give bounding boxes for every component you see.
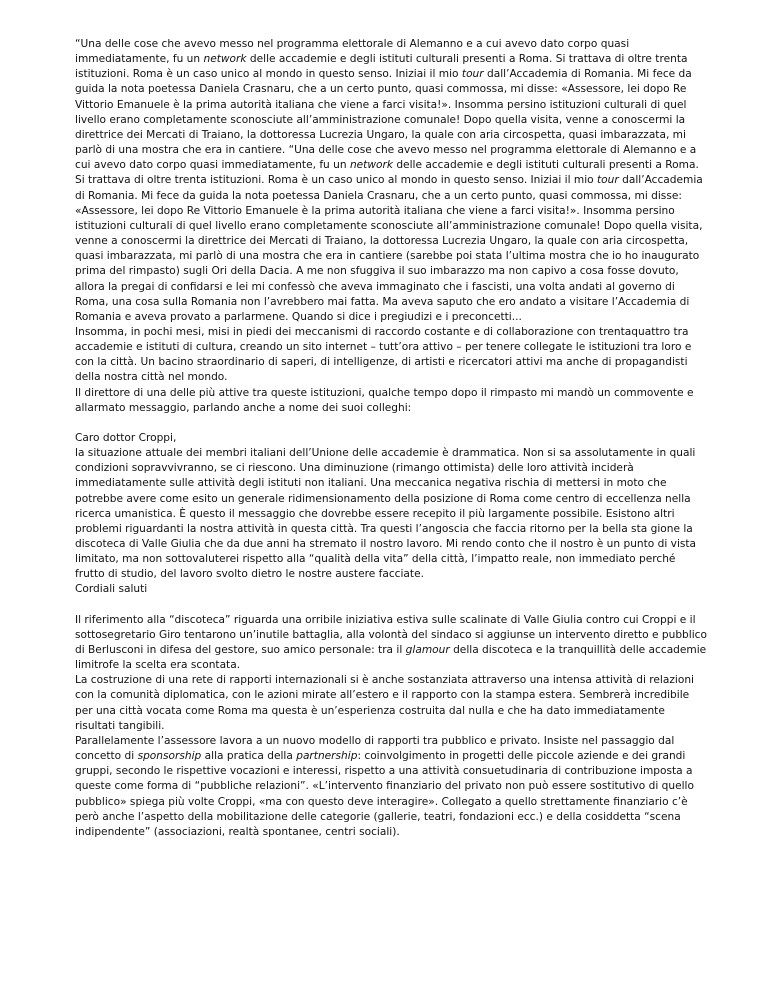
paragraph-director-message-intro: Il direttore di una delle più attive tra queste istituzioni, qualche tempo dopo il rimpasto mi mandò un commovente e allarmato messaggio, parlando anche a nome dei suoi colleghi: <box>75 386 694 414</box>
letter-closing: Cordiali saluti <box>75 583 148 596</box>
paragraph-public-private: Parallelamente l’assessore lavora a un nuovo modello di rapporti tra pubblico e privato. Insiste nel passaggio dal concetto di sponsorship alla pratica della partnership: coinvolgimento in progetti delle piccole aziende e dei grandi gruppi, secondo le rispettive vocazioni e interessi, rispetto a una attività consuetudinaria di contribuzione imposta a queste come forma di “pubbliche relazioni”. «L’intervento finanziario del privato non può essere sostitutivo di quello pubblico» spiega più volte Croppi, «ma con questo deve interagire». Collegato a quello strettamente finanziario c’è però anche l’aspetto della mobilitazione delle categorie (gallerie, teatri, fondazioni ecc.) e della cosiddetta “scena indipendente” (associazioni, realtà spontanee, centri sociali). <box>75 734 694 838</box>
italic-term: tour <box>461 68 484 81</box>
italic-term: tour <box>597 174 619 187</box>
letter-greeting: Caro dottor Croppi, <box>75 431 177 444</box>
italic-term: network <box>203 53 247 66</box>
italic-term: glamour <box>405 643 450 656</box>
paragraph-international-relations: La costruzione di una rete di rapporti internazionali si è anche sostanziata attraverso una intensa attività di relazioni con la comunità diplomatica, con le azioni mirate all’estero e il rapporto con la stampa estera. Sembrerà incredibile per una città vocata come Roma ma questa è un’esperienza costruita dal nulla e che ha dato immediatamente risultati tangibili. <box>75 674 694 732</box>
paragraph-discoteca: Il riferimento alla “discoteca” riguarda una orribile iniziativa estiva sulle scalinate di Valle Giulia contro cui Croppi e il sottosegretario Giro tentarono un’inutile battaglia, alla volontà del sindaco si aggiunse un intervento diretto e pubblico di Berlusconi in difesa del gestore, suo amico personale: tra il glamour della discoteca e la tranquillità delle accademie limitrofe la scelta era scontata. <box>75 613 707 672</box>
paragraph-gap <box>75 416 707 431</box>
paragraph-gap <box>75 598 707 613</box>
document-page <box>75 37 707 840</box>
italic-term: sponsorship <box>137 750 202 763</box>
italic-term: network <box>349 159 393 172</box>
letter-body: la situazione attuale dei membri italiani dell’Unione delle accademie è drammatica. Non si sa assolutamente in quali condizioni sopravvivranno, se ci riescono. Una diminuzione (rimango ottimista) delle loro attività inciderà immediatamente sulle attività degli istituti non italiani. Una meccanica negativa rischia di mettersi in moto che potrebbe avere come esito un generale ridimensionamento della posizione di Roma come centro di eccellenza nella ricerca umanistica. È questo il messaggio che dovrebbe essere recepito il più largamente possibile. Esistono altri problemi riguardanti la nostra attività in questa città. Tra questi l’angoscia che faccia ritorno per la bella sta gione la discoteca di Valle Giulia che da due anni ha stremato il nostro lavoro. Mi rendo conto che il nostro è un punto di vista limitato, ma non sottovaluterei rispetto alla “qualità della vita” della città, l’impatto reale, non immediato perché frutto di studio, del lavoro svolto dietro le nostre austere facciate. <box>75 447 697 581</box>
italic-term: partnership <box>296 750 358 763</box>
paragraph-intro-quote: “Una delle cose che avevo messo nel programma elettorale di Alemanno e a cui avevo dato corpo quasi immediatamente, fu un network delle accademie e degli istituti culturali presenti a Roma. Si trattava di oltre trenta istituzioni. Roma è un caso unico al mondo in questo senso. Iniziai il mio tour dall’Accademia di Romania. Mi fece da guida la nota poetessa Daniela Crasnaru, che a un certo punto, quasi commossa, mi disse: «Assessore, lei dopo Re Vittorio Emanuele è la prima autorità italiana che viene a farci visita!». Insomma persino istituzioni culturali di quel livello erano completamente sconosciute all’amministrazione comunale! Dopo quella visita, venne a conoscermi la direttrice dei Mercati di Traiano, la dottoressa Lucrezia Ungaro, la quale con aria circospetta, quasi imbarazzata, mi parlò di una mostra che era in cantiere. “Una delle cose che avevo messo nel programma elettorale di Alemanno e a cui avevo dato corpo quasi immediatamente, fu un network delle accademie e degli istituti culturali presenti a Roma. Si trattava di oltre trenta istituzioni. Roma è un caso unico al mondo in questo senso. Iniziai il mio tour dall’Accademia di Romania. Mi fece da guida la nota poetessa Daniela Crasnaru, che a un certo punto, quasi commossa, mi disse: «Assessore, lei dopo Re Vittorio Emanuele è la prima autorità italiana che viene a farci visita!». Insomma persino istituzioni culturali di quel livello erano completamente sconosciute all’amministrazione comunale! Dopo quella visita, venne a conoscermi la direttrice dei Mercati di Traiano, la dottoressa Lucrezia Ungaro, la quale con aria circospetta, quasi imbarazzata, mi parlò di una mostra che era in cantiere (sarebbe poi stata l’ultima mostra che io ho inaugurato prima del rimpasto) sugli Ori della Dacia. A me non sfuggiva il suo imbarazzo ma non capivo a cosa fosse dovuto, allora la pregai di confidarsi e lei mi confessò che aveva immaginato che i fascisti, una volta andati al governo di Roma, una cosa sulla Romania non l’avrebbero mai fatta. Ma aveva saputo che ero andato a visitare l’Accademia di Romania e aveva provato a parlarmene. Quando si dice i pregiudizi e i preconcetti... <box>75 38 703 323</box>
paragraph-network-summary: Insomma, in pochi mesi, misi in piedi dei meccanismi di raccordo costante e di collaborazione con trentaquattro tra accademie e istituti di cultura, creando un sito internet – tutt’ora attivo – per tenere collegate le istituzioni tra loro e con la città. Un bacino straordinario di saperi, di intelligenze, di artisti e ricercatori attivi ma anche di propagandisti della nostra città nel mondo. <box>75 325 692 384</box>
